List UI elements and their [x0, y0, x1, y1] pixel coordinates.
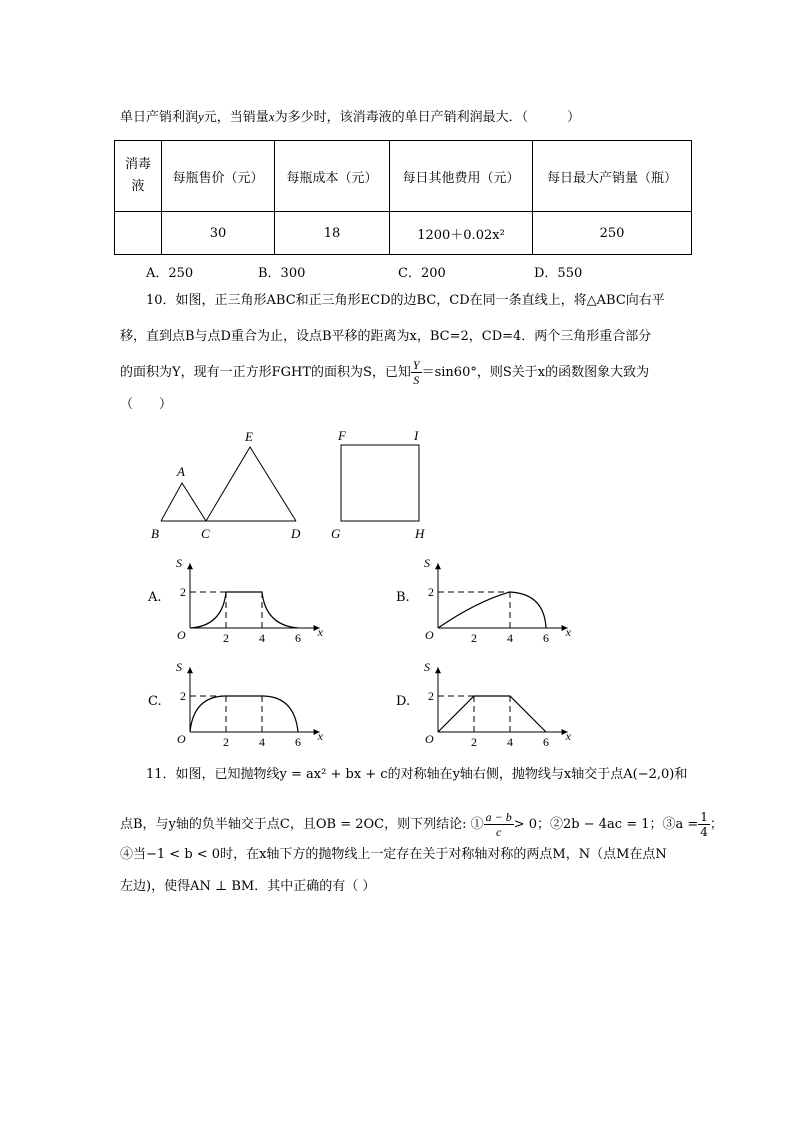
graph-a[interactable]	[168, 548, 328, 643]
q10-line3: 的面积为Y，现有一正方形FGHT的面积为S，已知 $\frac{Y}{S}$ ＝sin60°，则S关于x的函数图象大致为	[120, 358, 650, 387]
q9-intro: 单日产销利润y元，当销量x为多少时，该消毒液的单日产销利润最大．（ ）	[120, 109, 581, 125]
origin-label: O	[177, 628, 186, 642]
q11-line2: 点B，与y轴的负半轴交于点C，且OB = 2OC，则下列结论: ① $\frac{a - b}{c}$ > 0；②2b − 4ac = 1；③a = $\frac{1}{4}$ ；	[120, 810, 723, 839]
y-tick-label: 2	[428, 689, 434, 703]
table-cell	[115, 212, 162, 255]
y-axis-arrow	[187, 563, 193, 569]
graph-c-label[interactable]: C.	[148, 694, 162, 709]
q10-paren: （ ）	[120, 397, 173, 412]
q11-line3: ④当−1 < b < 0时，在x轴下方的抛物线上一定存在关于对称轴对称的两点M，N（点M在点N	[120, 847, 667, 862]
table-header-cell: 每瓶售价（元）	[162, 141, 275, 212]
option-a[interactable]: A．250	[146, 266, 194, 281]
x-axis-name: x	[565, 729, 571, 743]
option-c[interactable]: C．200	[398, 266, 446, 281]
square-figure	[325, 425, 435, 545]
x-axis-name: x	[317, 625, 323, 639]
fraction-one-quarter: $\frac{1}{4}$	[700, 810, 708, 839]
origin-label: O	[425, 732, 434, 746]
label-b: B	[151, 526, 159, 541]
label-f: F	[338, 428, 346, 443]
x-tick-label: 2	[471, 631, 477, 643]
graph-d[interactable]	[416, 652, 576, 747]
y-axis-arrow	[187, 667, 193, 673]
y-axis-name: S	[424, 556, 430, 571]
x-tick-label: 2	[223, 735, 229, 747]
x-tick-label: 6	[295, 631, 301, 643]
origin-label: O	[177, 732, 186, 746]
table-cell: 1200＋0.02x²	[390, 212, 533, 255]
option-d[interactable]: D．550	[534, 266, 583, 281]
y-tick-label: 2	[180, 585, 186, 599]
graph-b-label[interactable]: B.	[396, 590, 410, 605]
x-tick-label: 6	[543, 735, 549, 747]
x-tick-label: 2	[223, 631, 229, 643]
x-axis-name: x	[317, 729, 323, 743]
y-axis-arrow	[435, 563, 441, 569]
fraction-a-minus-b-over-c: $\frac{a - b}{c}$	[485, 810, 512, 839]
y-axis-name: S	[176, 556, 182, 571]
x-tick-label: 4	[259, 631, 265, 643]
table-header-cell: 每日其他费用（元）	[390, 141, 533, 212]
graph-d-label[interactable]: D.	[396, 694, 411, 709]
x-tick-label: 2	[471, 735, 477, 747]
label-c: C	[201, 526, 210, 541]
q10-line1: 10．如图，正三角形ABC和正三角形ECD的边BC，CD在同一条直线上，将△ABC向右平	[146, 293, 665, 308]
graph-b[interactable]	[416, 548, 576, 643]
x-tick-label: 4	[259, 735, 265, 747]
function-curve	[438, 696, 546, 732]
y-axis-name: S	[424, 660, 430, 675]
label-g: G	[331, 526, 341, 541]
graph-a-label[interactable]: A.	[148, 590, 162, 605]
table-header-cell: 每日最大产销量（瓶）	[533, 141, 692, 212]
table-header-cell: 消毒液	[115, 141, 162, 212]
q10-line2: 移，直到点B与点D重合为止，设点B平移的距离为x，BC=2，CD=4．两个三角形重合部分	[120, 329, 652, 344]
triangles-figure	[145, 425, 320, 545]
y-axis-name: S	[176, 660, 182, 675]
x-axis-name: x	[565, 625, 571, 639]
table-cell: 30	[162, 212, 275, 255]
x-tick-label: 6	[295, 735, 301, 747]
option-b[interactable]: B．300	[258, 266, 306, 281]
label-d: D	[291, 526, 301, 541]
table-cell: 18	[275, 212, 390, 255]
function-curve	[190, 696, 298, 732]
x-tick-label: 4	[507, 735, 513, 747]
graph-c[interactable]	[168, 652, 328, 747]
q9-data-table	[114, 140, 692, 255]
label-e: E	[245, 429, 253, 444]
function-curve	[438, 592, 546, 628]
label-h: H	[415, 526, 425, 541]
label-a: A	[177, 464, 185, 479]
y-tick-label: 2	[180, 689, 186, 703]
x-tick-label: 4	[507, 631, 513, 643]
x-tick-label: 6	[543, 631, 549, 643]
q11-line1: 11．如图，已知抛物线y = ax² + bx + c的对称轴在y轴右侧，抛物线与x轴交于点A(−2,0)和	[146, 767, 688, 782]
q11-line4: 左边)，使得AN ⊥ BM．其中正确的有（ ）	[120, 879, 376, 894]
function-curve	[190, 592, 298, 628]
origin-label: O	[425, 628, 434, 642]
y-axis-arrow	[435, 667, 441, 673]
table-header-cell: 每瓶成本（元）	[275, 141, 390, 212]
label-i: I	[414, 428, 419, 443]
fraction-y-over-s: $\frac{Y}{S}$	[412, 358, 420, 387]
table-cell: 250	[533, 212, 692, 255]
y-tick-label: 2	[428, 585, 434, 599]
